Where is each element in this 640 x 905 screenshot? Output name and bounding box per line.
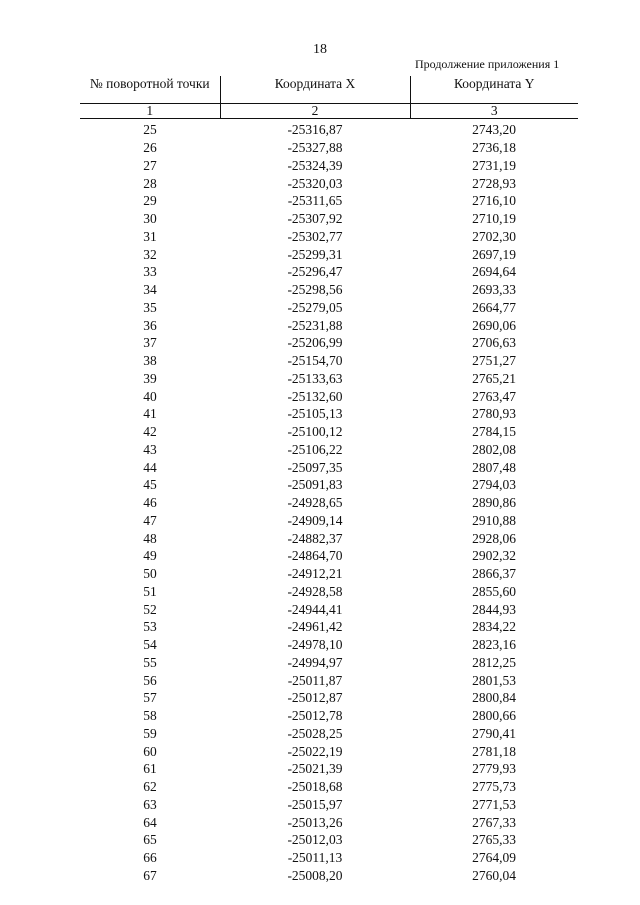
- table-row: [80, 760, 578, 778]
- coordinate-y-cell: 2736,18: [472, 140, 516, 156]
- table-row: [80, 654, 578, 672]
- coordinate-y-cell: 2664,77: [472, 299, 516, 315]
- coordinate-y-cell: 2706,63: [472, 335, 516, 351]
- coordinate-x-cell: -25106,22: [287, 441, 343, 457]
- coordinate-x-cell: -25012,03: [287, 832, 343, 848]
- table-row: [80, 849, 578, 867]
- coordinate-x-cell: -25008,20: [287, 867, 343, 883]
- table-row: [80, 778, 578, 796]
- coordinate-x-cell: -25299,31: [287, 246, 343, 262]
- coordinate-x-cell: -25327,88: [287, 140, 343, 156]
- coordinate-x-cell: -24909,14: [287, 512, 343, 528]
- coordinate-x-cell: -25133,63: [287, 370, 343, 386]
- table-row: [80, 281, 578, 299]
- coordinate-x-cell: -24928,65: [287, 495, 343, 511]
- coordinate-y-cell: 2716,10: [472, 193, 516, 209]
- point-number-cell: 61: [143, 761, 157, 777]
- coordinate-x-cell: -25013,26: [287, 814, 343, 830]
- header-coordinate-x: Координата X: [220, 76, 410, 104]
- coordinate-y-cell: 2790,41: [472, 725, 516, 741]
- coordinate-x-cell: -25015,97: [287, 796, 343, 812]
- table-row: [80, 423, 578, 441]
- coordinate-y-cell: 2802,08: [472, 441, 516, 457]
- table-row: [80, 405, 578, 423]
- coordinate-x-cell: -24864,70: [287, 548, 343, 564]
- coordinate-y-cell: 2800,66: [472, 708, 516, 724]
- point-number-cell: 65: [143, 832, 157, 848]
- point-number-cell: 33: [143, 264, 157, 280]
- table-row: [80, 636, 578, 654]
- table-row: [80, 139, 578, 157]
- coordinate-y-cell: 2690,06: [472, 317, 516, 333]
- point-number-cell: 54: [143, 637, 157, 653]
- point-number-cell: 64: [143, 814, 157, 830]
- coordinate-x-cell: -24944,41: [287, 601, 343, 617]
- appendix-continuation-label: Продолжение приложения 1: [415, 57, 560, 71]
- table-row: [80, 583, 578, 601]
- point-number-cell: 55: [143, 654, 157, 670]
- coordinate-x-cell: -24928,58: [287, 583, 343, 599]
- point-number-cell: 49: [143, 548, 157, 564]
- coordinate-x-cell: -25206,99: [287, 335, 343, 351]
- table-row: [80, 192, 578, 210]
- point-number-cell: 32: [143, 246, 157, 262]
- coordinate-y-cell: 2834,22: [472, 619, 516, 635]
- coordinate-y-cell: 2928,06: [472, 530, 516, 546]
- coordinate-y-cell: 2693,33: [472, 282, 516, 298]
- table-row: [80, 245, 578, 263]
- point-number-cell: 48: [143, 530, 157, 546]
- table-row: [80, 529, 578, 547]
- coordinate-y-cell: 2775,73: [472, 779, 516, 795]
- coordinate-x-cell: -24961,42: [287, 619, 343, 635]
- table-row: [80, 796, 578, 814]
- coordinate-y-cell: 2844,93: [472, 601, 516, 617]
- point-number-cell: 45: [143, 477, 157, 493]
- coordinate-x-cell: -25105,13: [287, 406, 343, 422]
- coordinates-table: [80, 76, 578, 884]
- coordinate-x-cell: -25012,87: [287, 690, 343, 706]
- table-row: [80, 742, 578, 760]
- coordinate-y-cell: 2694,64: [472, 264, 516, 280]
- point-number-cell: 35: [143, 299, 157, 315]
- coordinate-y-cell: 2910,88: [472, 512, 516, 528]
- coordinate-y-cell: 2902,32: [472, 548, 516, 564]
- coordinate-x-cell: -25100,12: [287, 424, 343, 440]
- coordinate-x-cell: -25311,65: [287, 193, 343, 209]
- column-numbers-row: [80, 104, 578, 119]
- point-number-cell: 38: [143, 353, 157, 369]
- point-number-cell: 57: [143, 690, 157, 706]
- table-row: [80, 707, 578, 725]
- table-row: [80, 210, 578, 228]
- table-row: [80, 228, 578, 246]
- table-row: [80, 671, 578, 689]
- coordinate-y-cell: 2866,37: [472, 566, 516, 582]
- coordinate-y-cell: 2812,25: [472, 654, 516, 670]
- point-number-cell: 67: [143, 867, 157, 883]
- table-row: [80, 512, 578, 530]
- table-row: [80, 316, 578, 334]
- point-number-cell: 41: [143, 406, 157, 422]
- coordinate-x-cell: -25021,39: [287, 761, 343, 777]
- table-row: [80, 867, 578, 885]
- coordinate-y-cell: 2743,20: [472, 122, 516, 138]
- coordinate-y-cell: 2728,93: [472, 175, 516, 191]
- point-number-cell: 39: [143, 370, 157, 386]
- column-number-1: 1: [80, 104, 220, 119]
- coordinate-x-cell: -25296,47: [287, 264, 343, 280]
- coordinate-x-cell: -24994,97: [287, 654, 343, 670]
- point-number-cell: 66: [143, 850, 157, 866]
- coordinate-y-cell: 2763,47: [472, 388, 516, 404]
- coordinate-y-cell: 2764,09: [472, 850, 516, 866]
- column-number-2: 2: [220, 104, 410, 119]
- coordinate-x-cell: -25298,56: [287, 282, 343, 298]
- point-number-cell: 37: [143, 335, 157, 351]
- coordinate-x-cell: -25324,39: [287, 157, 343, 173]
- coordinate-y-cell: 2697,19: [472, 246, 516, 262]
- coordinate-y-cell: 2765,21: [472, 370, 516, 386]
- point-number-cell: 29: [143, 193, 157, 209]
- table-row: [80, 831, 578, 849]
- coordinate-x-cell: -25302,77: [287, 228, 343, 244]
- point-number-cell: 30: [143, 211, 157, 227]
- point-number-cell: 50: [143, 566, 157, 582]
- coordinate-y-cell: 2781,18: [472, 743, 516, 759]
- point-number-cell: 42: [143, 424, 157, 440]
- coordinate-x-cell: -25012,78: [287, 708, 343, 724]
- point-number-cell: 31: [143, 228, 157, 244]
- point-number-cell: 52: [143, 601, 157, 617]
- coordinate-y-cell: 2702,30: [472, 228, 516, 244]
- coordinate-x-cell: -24882,37: [287, 530, 343, 546]
- table-row: [80, 370, 578, 388]
- table-row: [80, 689, 578, 707]
- coordinate-y-cell: 2751,27: [472, 353, 516, 369]
- point-number-cell: 26: [143, 140, 157, 156]
- coordinate-x-cell: -25154,70: [287, 353, 343, 369]
- point-number-cell: 63: [143, 796, 157, 812]
- coordinate-y-cell: 2801,53: [472, 672, 516, 688]
- coordinate-y-cell: 2800,84: [472, 690, 516, 706]
- point-number-cell: 62: [143, 779, 157, 795]
- coordinate-y-cell: 2771,53: [472, 796, 516, 812]
- point-number-cell: 40: [143, 388, 157, 404]
- point-number-cell: 51: [143, 583, 157, 599]
- table-row: [80, 441, 578, 459]
- header-coordinate-y: Координата Y: [410, 76, 578, 104]
- table-row: [80, 476, 578, 494]
- table-header-row: [80, 76, 578, 104]
- column-number-3: 3: [410, 104, 578, 119]
- table-row: [80, 334, 578, 352]
- coordinate-y-cell: 2760,04: [472, 867, 516, 883]
- point-number-cell: 25: [143, 122, 157, 138]
- coordinate-x-cell: -25231,88: [287, 317, 343, 333]
- coordinate-x-cell: -25279,05: [287, 299, 343, 315]
- point-number-cell: 28: [143, 175, 157, 191]
- point-number-cell: 36: [143, 317, 157, 333]
- table-row: [80, 263, 578, 281]
- table-row: [80, 494, 578, 512]
- coordinate-x-cell: -25320,03: [287, 175, 343, 191]
- table-row: [80, 458, 578, 476]
- table-row: [80, 157, 578, 175]
- table-row: [80, 174, 578, 192]
- coordinate-x-cell: -25307,92: [287, 211, 343, 227]
- coordinate-y-cell: 2807,48: [472, 459, 516, 475]
- table-row: [80, 600, 578, 618]
- coordinate-x-cell: -25018,68: [287, 779, 343, 795]
- point-number-cell: 47: [143, 512, 157, 528]
- point-number-cell: 59: [143, 725, 157, 741]
- coordinate-x-cell: -24912,21: [287, 566, 343, 582]
- table-row: [80, 299, 578, 317]
- table-row: [80, 813, 578, 831]
- coordinate-y-cell: 2731,19: [472, 157, 516, 173]
- coordinate-x-cell: -25091,83: [287, 477, 343, 493]
- coordinate-x-cell: -25011,87: [287, 672, 343, 688]
- coordinate-x-cell: -24978,10: [287, 637, 343, 653]
- point-number-cell: 56: [143, 672, 157, 688]
- point-number-cell: 34: [143, 282, 157, 298]
- point-number-cell: 58: [143, 708, 157, 724]
- coordinate-x-cell: -25022,19: [287, 743, 343, 759]
- coordinate-y-cell: 2890,86: [472, 495, 516, 511]
- coordinate-x-cell: -25132,60: [287, 388, 343, 404]
- table-row: [80, 387, 578, 405]
- point-number-cell: 53: [143, 619, 157, 635]
- point-number-cell: 46: [143, 495, 157, 511]
- coordinate-y-cell: 2765,33: [472, 832, 516, 848]
- coordinate-y-cell: 2823,16: [472, 637, 516, 653]
- point-number-cell: 43: [143, 441, 157, 457]
- coordinate-y-cell: 2794,03: [472, 477, 516, 493]
- coordinate-x-cell: -25097,35: [287, 459, 343, 475]
- table-row: [80, 725, 578, 743]
- coordinate-y-cell: 2780,93: [472, 406, 516, 422]
- coordinate-x-cell: -25011,13: [287, 850, 343, 866]
- page-number: 18: [313, 42, 327, 57]
- coordinate-y-cell: 2784,15: [472, 424, 516, 440]
- coordinate-y-cell: 2767,33: [472, 814, 516, 830]
- table-row: [80, 352, 578, 370]
- point-number-cell: 27: [143, 157, 157, 173]
- table-row: [80, 547, 578, 565]
- coordinate-x-cell: -25316,87: [287, 122, 343, 138]
- coordinate-y-cell: 2779,93: [472, 761, 516, 777]
- table-row: [80, 618, 578, 636]
- header-point-number: № поворотной точки: [80, 76, 220, 104]
- table-row: [80, 119, 578, 139]
- point-number-cell: 60: [143, 743, 157, 759]
- coordinate-x-cell: -25028,25: [287, 725, 343, 741]
- coordinate-y-cell: 2710,19: [472, 211, 516, 227]
- coordinate-y-cell: 2855,60: [472, 583, 516, 599]
- table-row: [80, 565, 578, 583]
- point-number-cell: 44: [143, 459, 157, 475]
